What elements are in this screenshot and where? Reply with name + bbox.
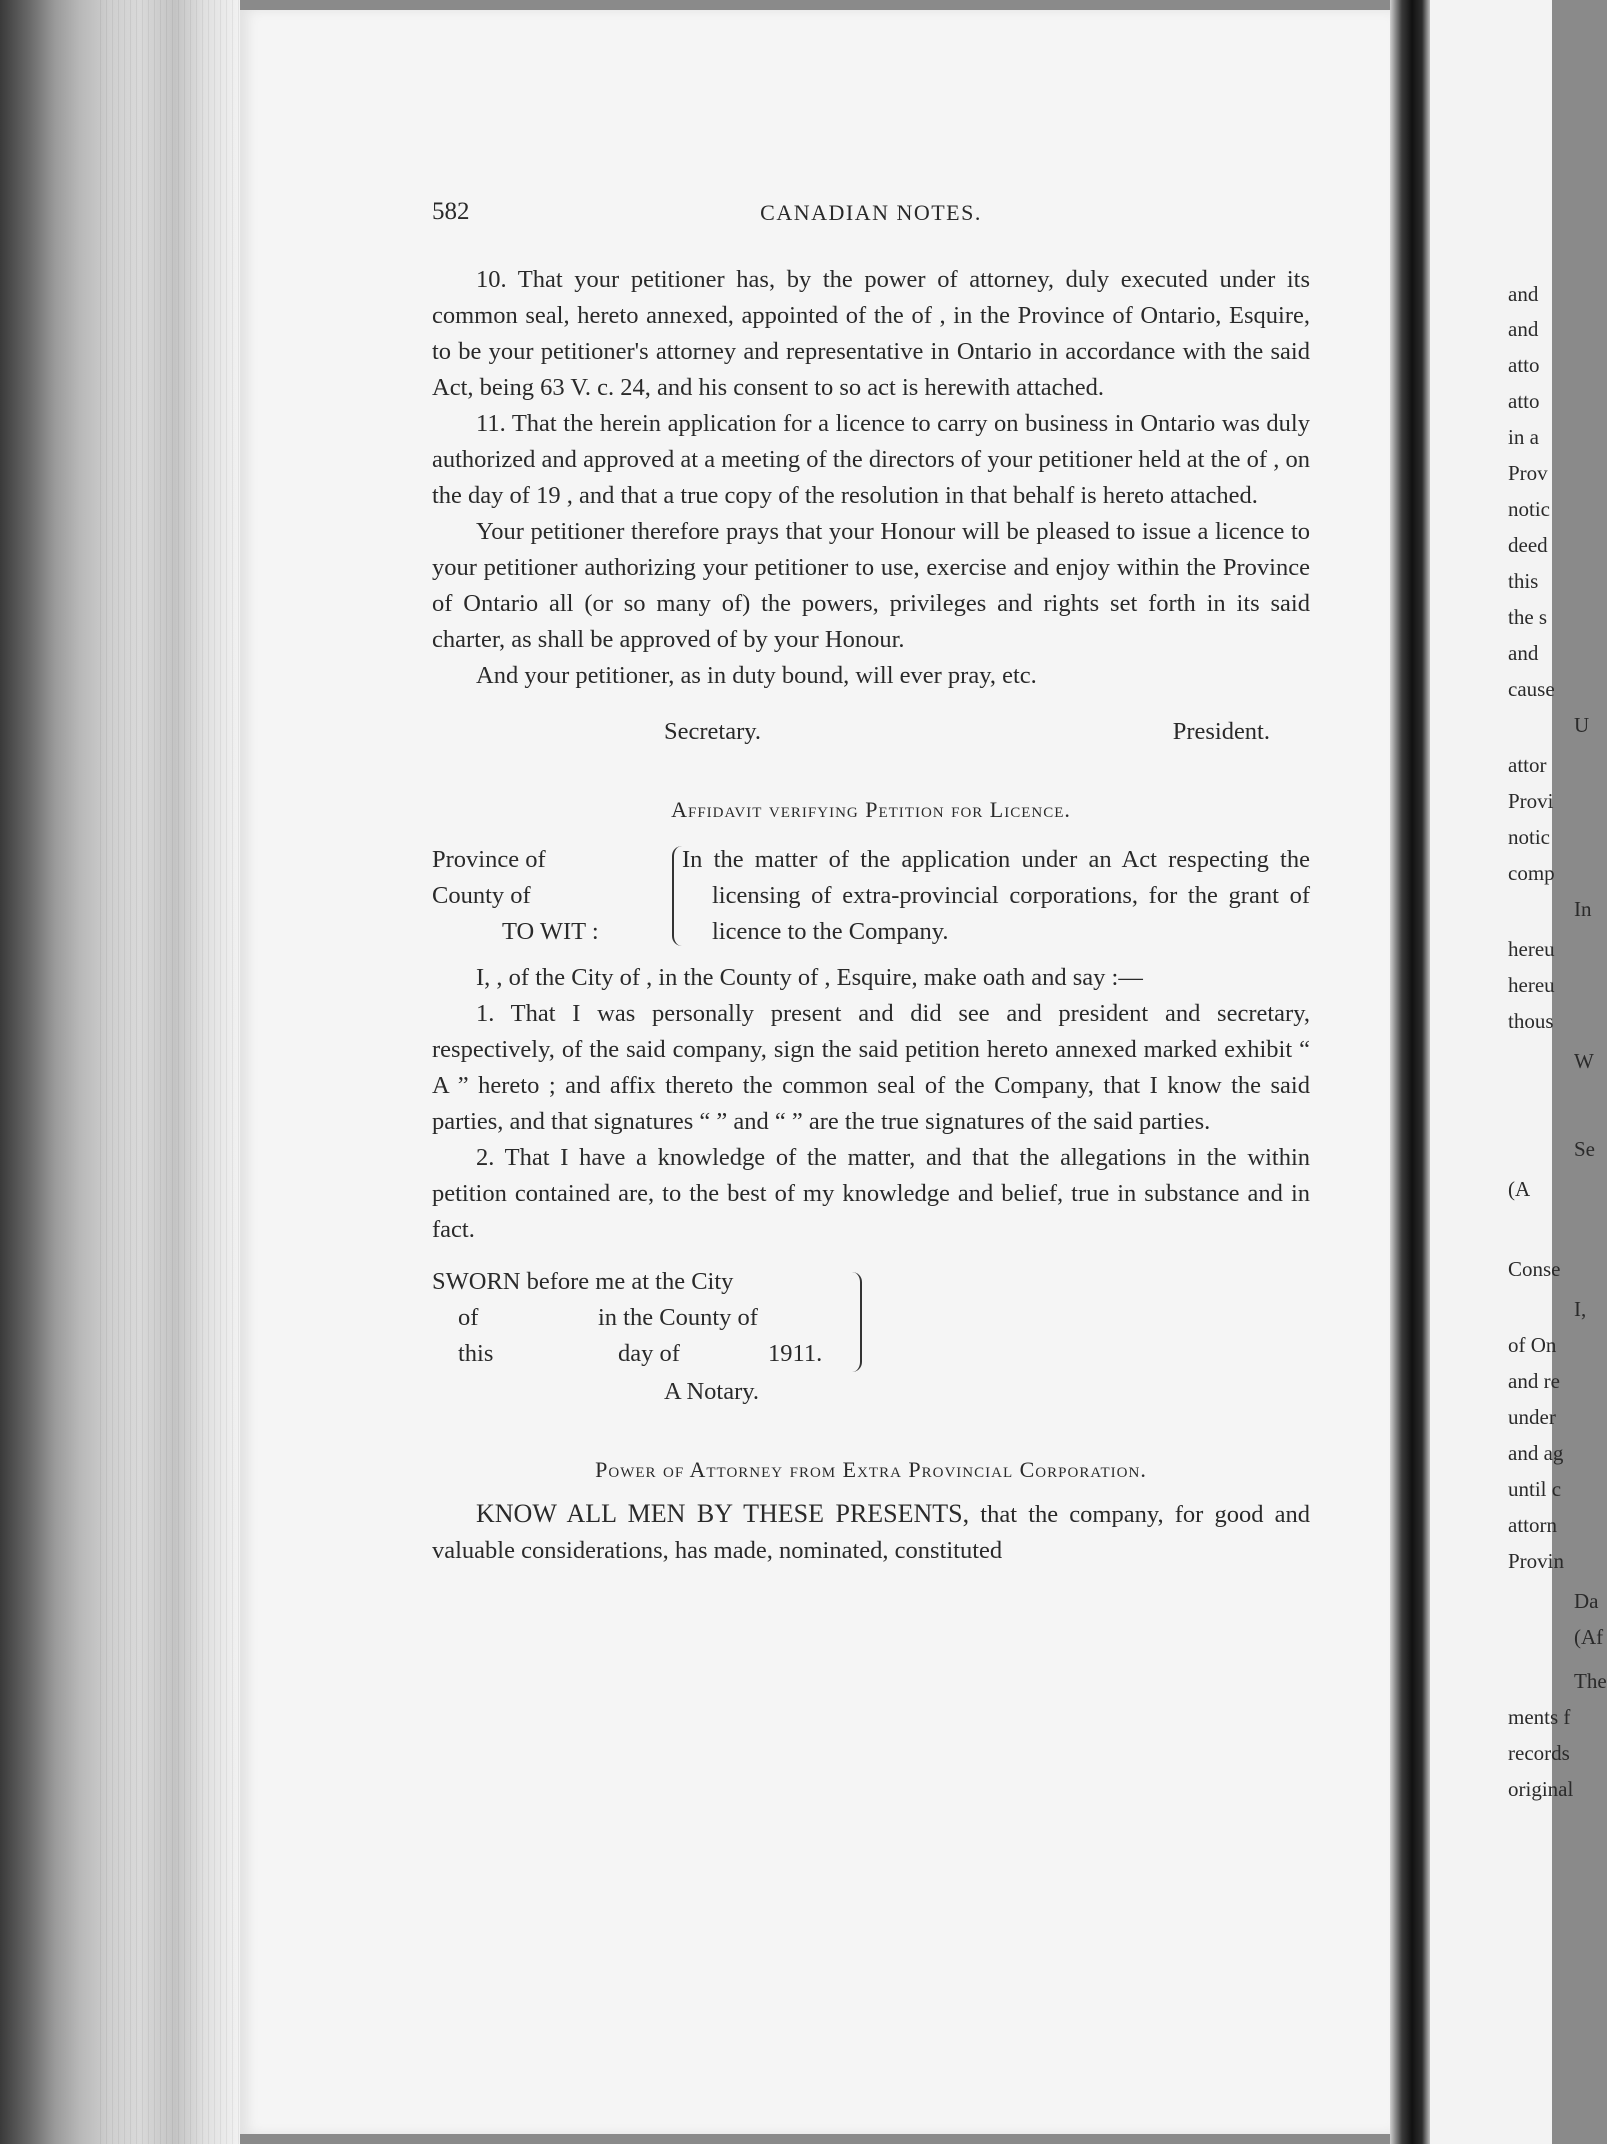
- right-page-line: Prov: [1508, 461, 1548, 485]
- affidavit-venue: [432, 842, 1310, 950]
- venue-province: Province of: [432, 846, 546, 873]
- right-page-line: Se: [1574, 1137, 1595, 1161]
- right-page-line: attor: [1508, 753, 1547, 777]
- know-all-men: KNOW ALL MEN BY THESE PRESENTS,: [476, 1499, 970, 1528]
- right-page-line: thous: [1508, 1009, 1554, 1033]
- venue-labels: [432, 842, 682, 950]
- affidavit-paragraph-1: 1. That I was personally present and did see and president and secretary, respectively, of the said company, sign the said petition hereto annexed marked exhibit “ A ” hereto ; and affix thereto the common seal of the Company, that I know the said parties, and that signatures “ ” and “ ” are the true signatures of the said parties.: [432, 1000, 1310, 1135]
- right-page-line: (Af: [1574, 1625, 1604, 1649]
- right-page-line: notic: [1508, 825, 1550, 849]
- jurat-line-3: this day of 1911.: [458, 1340, 823, 1367]
- page-header: [432, 198, 1310, 230]
- right-page-line: original: [1508, 1777, 1574, 1801]
- right-page-line: notic: [1508, 497, 1550, 521]
- right-page-line: W: [1574, 1049, 1594, 1073]
- right-page-line: in a: [1508, 425, 1539, 449]
- right-page-line: In: [1574, 897, 1592, 921]
- power-of-attorney-text: KNOW ALL MEN BY THESE PRESENTS, that the company, for good and valuable considerations, has made, nominated, constituted: [432, 1499, 1311, 1564]
- prayer-paragraph: Your petitioner therefore prays that your Honour will be pleased to issue a licence to your petitioner authorizing your petitioner to use, exercise and enjoy within the Province of Ontario all (or so many of) the powers, privileges and rights set forth in its said charter, as shall be approved of by your Honour.: [432, 518, 1310, 653]
- right-page-line: until c: [1508, 1477, 1562, 1501]
- venue-brace: [672, 846, 682, 946]
- right-page-line: cause: [1508, 677, 1555, 701]
- right-page-line: The: [1574, 1669, 1607, 1693]
- page-body: [432, 262, 1310, 1569]
- notary-signature: A Notary.: [664, 1378, 760, 1405]
- book-gutter: [1390, 0, 1430, 2144]
- right-page-line: and ag: [1508, 1441, 1564, 1465]
- secretary-signature: Secretary.: [664, 718, 762, 745]
- right-page-line: Conse: [1508, 1257, 1561, 1281]
- right-page-line: and: [1508, 317, 1539, 341]
- right-page-line: ments f: [1508, 1705, 1571, 1729]
- right-page-line: and re: [1508, 1369, 1560, 1393]
- right-page-line: atto: [1508, 353, 1540, 377]
- venue-county: County of: [432, 882, 531, 909]
- right-page-line: Da: [1574, 1589, 1599, 1613]
- right-page-line: hereu: [1508, 973, 1555, 997]
- right-page-line: under: [1508, 1405, 1556, 1429]
- affidavit-paragraph-2: 2. That I have a knowledge of the matter, and that the allegations in the within petition contained are, to the best of my knowledge and belief, true in substance and in fact.: [432, 1144, 1310, 1243]
- right-page-line: and: [1508, 641, 1539, 665]
- paragraph-10: 10. That your petitioner has, by the power of attorney, duly executed under its common seal, hereto annexed, appointed of the of , in the Province of Ontario, Esquire, to be your petitioner's attorney and representative in Ontario in accordance with the said Act, being 63 V. c. 24, and his consent to so act is herewith attached.: [432, 266, 1310, 401]
- right-page-line: attorn: [1508, 1513, 1557, 1537]
- right-page-line: I,: [1574, 1297, 1587, 1321]
- right-page-line: the s: [1508, 605, 1548, 629]
- page-number: 582: [432, 198, 470, 225]
- power-of-attorney-heading: Power of Attorney from Extra Provincial Corporation.: [595, 1457, 1147, 1482]
- right-page-line: atto: [1508, 389, 1540, 413]
- president-signature: President.: [1172, 718, 1270, 745]
- duty-paragraph: And your petitioner, as in duty bound, will ever pray, etc.: [476, 662, 1037, 689]
- paragraph-11: 11. That the herein application for a licence to carry on business in Ontario was duly authorized and approved at a meeting of the directors of your petitioner held at the of , on the day of 19 , and that a true copy of the resolution in that behalf is hereto attached.: [432, 410, 1310, 509]
- venue-to-wit: TO WIT :: [502, 918, 599, 945]
- right-page-line: this: [1508, 569, 1539, 593]
- right-page-line: Provin: [1508, 1549, 1565, 1573]
- running-head: CANADIAN NOTES.: [760, 200, 982, 225]
- jurat-line-2: of in the County of: [458, 1304, 758, 1331]
- right-page-line: (A: [1508, 1177, 1531, 1201]
- right-page-line: and: [1508, 282, 1539, 306]
- signature-block: [432, 714, 1310, 750]
- jurat-brace: [852, 1272, 862, 1372]
- right-page-line: comp: [1508, 861, 1555, 885]
- affidavit-heading: Affidavit verifying Petition for Licence.: [671, 797, 1071, 822]
- jurat-line-1: SWORN before me at the City: [432, 1268, 734, 1295]
- right-page-line: hereu: [1508, 937, 1555, 961]
- affidavit-intro: I, , of the City of , in the County of , Esquire, make oath and say :—: [476, 964, 1143, 991]
- right-page-line: Provi: [1508, 789, 1554, 813]
- right-page-fragment: [1430, 0, 1607, 2144]
- matter-text: In the matter of the application under an Act respecting the licensing of extra-provincial corporations, for the grant of licence to the Company.: [682, 846, 1310, 945]
- jurat-text: [432, 1264, 828, 1372]
- page-edges: [100, 0, 240, 2144]
- right-page-line: deed: [1508, 533, 1548, 557]
- right-page-line: of On: [1508, 1333, 1557, 1357]
- right-page-line: records: [1508, 1741, 1570, 1765]
- jurat: [432, 1264, 1310, 1372]
- right-page-line: U: [1574, 713, 1590, 737]
